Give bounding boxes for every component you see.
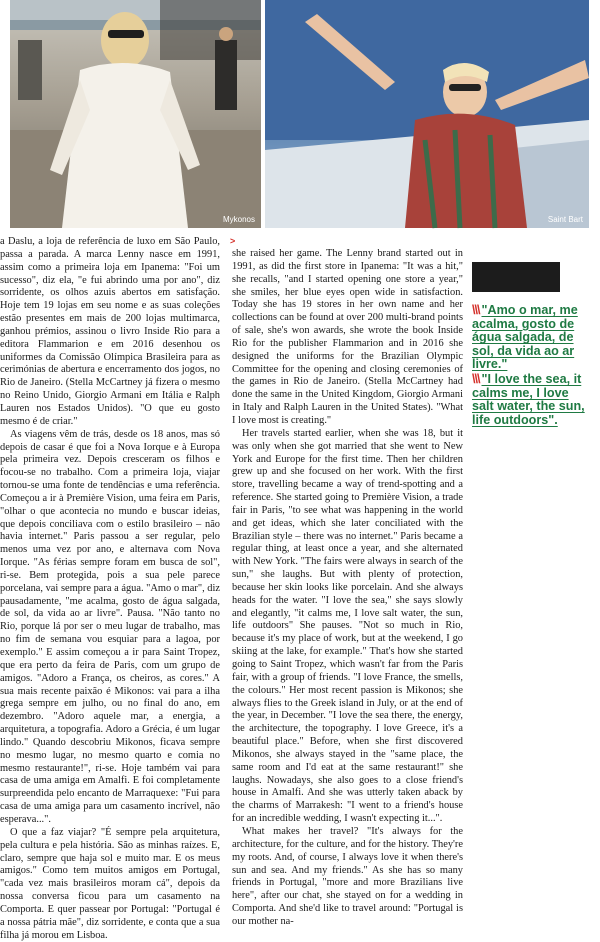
- pull-quote-portuguese-text: "Amo o mar, me acalma, gosto de água salgada, de sol, da vida ao ar livre.": [472, 303, 578, 372]
- quote-marker: \\\: [472, 371, 480, 386]
- english-column: [232, 236, 463, 927]
- photo-strip: [10, 0, 589, 228]
- portuguese-paragraph-1: a Daslu, a loja de referência de luxo em São Paulo, passa a parada. A marca Lenny nasce em 1991, assim como a primeira loja em Ipanema: "Foi um sucesso", diz ela, "e fui abrindo uma por ano", diz sorridente, os olhos azuis abertos em satisfação. Hoje tem 19 lojas em seu nome e as suas coleções estão presentes em mais de 200 lojas multimarca, ganhou prémios, assinou o livro Inside Rio para a editora Flammarion e em 2016 desenhou os uniformes da Comissão Olímpica Brasileira para as cerimónias de abertura e encerramento dos jogos, no Rio de Janeiro. (Stella McCartney já fizera o mesmo no Reino Unido, Giorgio Armani em Itália e Ralph Lauren nos Estados Unidos). "O que eu gosto mesmo é de criar.": [0, 236, 220, 427]
- photo-saint-bart: [265, 0, 589, 228]
- portuguese-column: [0, 236, 220, 941]
- english-paragraph-1: she raised her game. The Lenny brand started out in 1991, as did the first store in Ipanema: "It was a hit," she recalls, "and I started opening one store a year," she smiles, her blue eyes open wide in satisfaction. Today she has 19 stores in her own name and her collections can be found at over 200 multi-brand points of sale, she's won awards, she wrote the book Inside Rio for the publisher Flammarion and in 2016 she designed the uniforms for the Brazilian Olympic Committee for the opening and closing ceremonies of the games in Rio de Janeiro. (Stella McCartney had done the same in the United Kingdom, Giorgio Armani in Italy and Ralph Lauren in the United States). "What I love most is creating.": [232, 248, 463, 426]
- sidebar-black-bar: [472, 262, 560, 292]
- portuguese-paragraph-2: As viagens vêm de trás, desde os 18 anos, mas só depois de casar é que foi a Nova Iorque e à Europa pela primeira vez. Depois cresceram os filhos e focou-se no trabalho. Com a primeira loja, viajar tornou-se uma fonte de tendências e uma referência. Começou a ir à Première Vision, uma feira em Paris, "olhar o que acontecia no mundo e buscar ideias, que depois conciliava com o estilo brasileiro – não havia internet." Paris passou a ser regular, pelo menos uma vez por ano, e alternava com Nova Iorque. "As férias sempre foram em busca de sol", ri-se. Bem protegida, pois a sua pele parece porcelana, vai sempre para a água. "Amo o mar", diz pausadamente, "me acalma, gosto de água salgada, de sol, da vida ao ar livre". Pausa. "Não tanto no Rio, porque lá por ser o meu lugar de trabalho, mas no fim de semana vou esquiar para a lagoa, por exemplo." E assim começou a ir para Saint Tropez, que era perto da feira de Paris, com um grupo de amigos. "Adoro a França, os cheiros, as cores." A sua mais recente paixão é Mikonos: vai para a ilha grega sempre em julho, ou no final do ano, em dezembro. "Adoro aquele mar, a energia, a arquitetura, a topografia. Adoro a Grécia, é um lugar lindo." Quando descobriu Mikonos, ficava sempre no mesmo lugar, no mesmo quarto e comia no mesmo restaurante!", ri-se. Hoje também vai para casa de uma amiga em Amalfi. E foi completamente surpreendida pelo encanto de Marraquexe: "Fui para casa de uma amiga para um casamento incrível, não esperava...".: [0, 428, 220, 825]
- english-paragraph-3: What makes her travel? "It's always for the architecture, for the culture, and for the history. They're my roots. And, of course, I always love it when there's sun and sea. And my friends." As she has so many friends in Portugal, "more and more Brazilians live here", after our chat, she stayed on for a wedding in Comporta. And she'd like to travel around: "Portugal is our mother na-: [232, 825, 463, 927]
- continue-arrow: >: [230, 236, 236, 246]
- quote-marker: \\\: [472, 303, 480, 317]
- pull-quote-english-text: "I love the sea, it calms me, I love salt water, the sun, life outdoors".: [472, 371, 585, 427]
- pull-quote-sidebar: [472, 262, 590, 427]
- photo-saint-bart-illustration: [265, 0, 589, 228]
- photo-mykonos-illustration: [10, 0, 261, 228]
- pull-quote-english: [472, 373, 590, 427]
- photo-mykonos: [10, 0, 261, 228]
- photo-caption-saint-bart: Saint Bart: [547, 215, 583, 224]
- portuguese-paragraph-3: O que a faz viajar? "É sempre pela arquitetura, pela cultura e pela história. São as minhas raízes. E, claro, sempre que haja sol e muito mar. E os meus amigos." Como tem muitos amigos em Portugal, "cada vez mais brasileiros moram cá", depois da nossa conversa ficou para um casamento na Comporta. E quer passear por Portugal: "Portugal é a nossa pátria mãe", diz sorridente, e conta que a sua filha já morou em Lisboa.: [0, 826, 220, 941]
- photo-caption-mykonos: Mykonos: [222, 215, 255, 224]
- pull-quote-portuguese: [472, 304, 590, 372]
- english-paragraph-2: Her travels started earlier, when she was 18, but it was only when she got married that she went to New York and Europe for the first time. Then her children grew up and she focused on her work. With the first store, travelling became a way of trend-spotting and a reference. She started going to Première Vision, a trade fair in Paris, "to see what was happening in the world and get ideas, which she later conciliated with the Brazilian style – there was no internet." Paris became a regular thing, at least once a year, and she alternated with New York. "The fairs were always in search of the sun," she laughs. But with plenty of protection, because her skin looks like porcelain. And she always heads for the water. "I love the sea," she says slowly and elegantly, "it calms me, I love salt water, the sun, life outdoors" She pauses. "Not so much in Rio, because it's my place of work, but at the weekend, I go skiing at the lake, for example." That's how she started going to Saint Tropez, which wasn't far from the Paris fair, with a group of friends. "I love France, the smells, the colours." Her most recent passion is Mikonos; she always flies to the Greek island in July, or at the end of the year, in December. "I love the sea there, the energy, the architecture, the topography. I love Greece, it's a beautiful place." Before, when she first discovered Mikonos, she always stayed in the "same place, the same room and I'd eat at the same restaurant!" she laughs. Nowadays, she also goes to a close friend's house in Amalfi. And she was utterly taken aback by the charms of Marrakesh: "I went to a friend's house for an incredible wedding, I wasn't expecting it...".: [232, 427, 463, 825]
